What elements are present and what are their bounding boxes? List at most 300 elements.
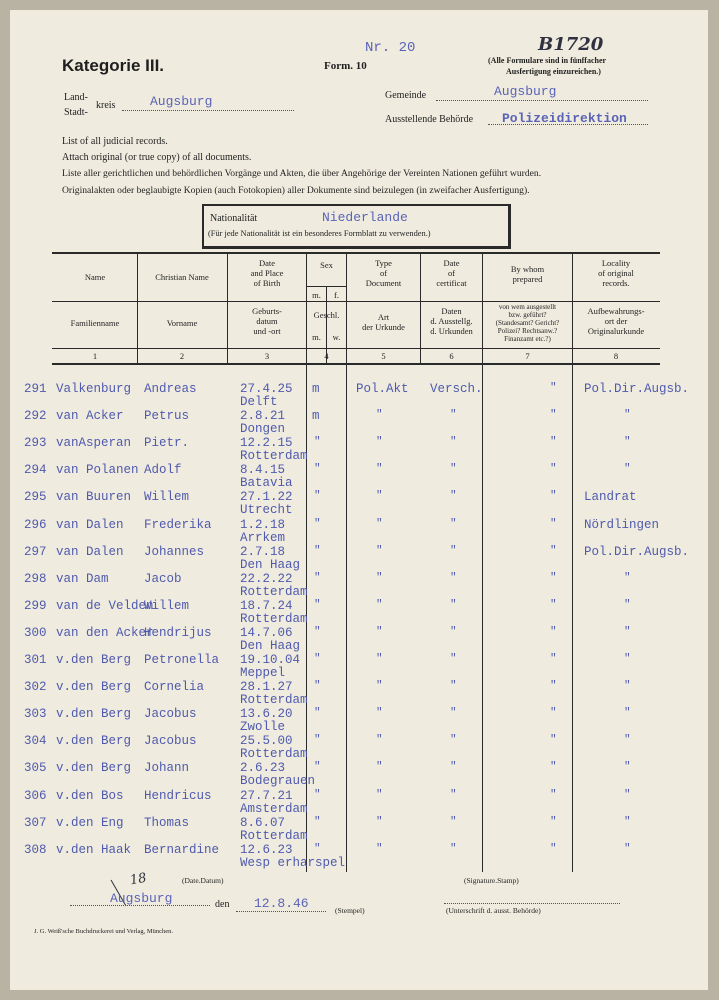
cell-sex: " <box>314 761 321 774</box>
cell-whom: " <box>550 653 557 665</box>
form-number: Nr. 20 <box>365 40 416 56</box>
form-label: Form. 10 <box>324 60 367 72</box>
header-sex-w-de <box>327 332 346 342</box>
cell-place: Batavia <box>240 476 293 491</box>
cell-given: Willem <box>144 490 190 505</box>
table-row <box>10 815 708 843</box>
table-row <box>10 788 708 816</box>
cell-date: 27.1.22 <box>240 490 293 505</box>
cell-date: 19.10.04 <box>240 653 301 667</box>
table-number-rule <box>52 363 660 365</box>
cell-whom: " <box>550 436 557 449</box>
cell-place: Rotterdam <box>240 584 308 599</box>
table-row <box>10 598 708 626</box>
cell-whom: " <box>550 571 557 584</box>
intro-de-1: Liste aller gerichtlichen und behördlichen Vorgänge und Akten, die über Angehörige der Vereinten Nationen geführt wurden. <box>62 168 542 179</box>
column-number: 2 <box>179 351 185 361</box>
cell-surname: v.den Berg <box>56 680 132 695</box>
table-row <box>10 382 708 409</box>
cell-sex: " <box>314 571 321 584</box>
gemeinde-label: Gemeinde <box>385 90 427 101</box>
column-number: 5 <box>381 351 386 361</box>
header-text: Christian Name <box>155 272 209 282</box>
cell-loc: " <box>624 707 631 720</box>
cell-date: 1.2.18 <box>240 517 286 532</box>
table-row <box>10 842 708 870</box>
header-christian <box>138 272 226 282</box>
behoerde-label: Ausstellende Behörde <box>385 114 474 125</box>
den-label: den <box>215 899 230 910</box>
instruction-line-1: (Alle Formulare sind in fünffacher <box>488 56 607 65</box>
header-text: bzw. geführt? <box>508 311 547 320</box>
cell-type: " <box>376 490 383 503</box>
cell-whom: " <box>550 842 557 855</box>
cell-place: Delft <box>240 395 278 409</box>
table-row <box>10 409 708 437</box>
cell-given: Petronella <box>144 653 220 667</box>
gemeinde-value: Augsburg <box>494 84 557 99</box>
header-text: Daten <box>441 306 462 316</box>
table-row <box>10 680 708 708</box>
form-sheet <box>10 10 708 990</box>
header-dob <box>228 258 306 289</box>
header-text: Aufbewahrungs- <box>587 306 645 316</box>
cell-type: " <box>376 517 383 530</box>
cell-place: Wesp erharspel <box>240 855 346 870</box>
header-text: By whom <box>510 264 545 274</box>
behoerde-value: Polizeidirektion <box>502 111 627 126</box>
header-text: Geschl. <box>313 310 340 320</box>
cell-sex: " <box>314 788 321 801</box>
column-number: 3 <box>264 351 270 361</box>
cell-no: 306 <box>24 788 47 803</box>
cell-cert: Versch. <box>430 382 483 396</box>
cell-cert: " <box>450 436 457 449</box>
header-text: of <box>447 268 456 279</box>
nationality-note: (Für jede Nationalität ist ein besonderes Formblatt zu verwenden.) <box>208 229 431 238</box>
header-geburtsdatum <box>228 306 306 337</box>
printer-imprint: J. G. Weiß'sche Buchdruckerei und Verlag, München. <box>34 928 174 935</box>
cell-whom: " <box>550 409 557 422</box>
cell-whom: " <box>550 734 557 747</box>
header-text: Originalurkunde <box>587 326 645 337</box>
cell-loc: " <box>624 625 631 638</box>
cell-no: 304 <box>24 734 47 749</box>
header-text: of <box>379 268 388 279</box>
cell-given: Andreas <box>144 382 197 396</box>
cell-whom: " <box>550 761 557 774</box>
cell-type: " <box>376 409 383 422</box>
cell-type: " <box>376 653 383 665</box>
cell-cert: " <box>450 463 457 476</box>
cell-loc: " <box>624 734 631 747</box>
cell-type: " <box>376 598 383 611</box>
cell-place: Rotterdam <box>240 828 308 843</box>
cell-cert: " <box>450 409 457 422</box>
table-row <box>10 734 708 762</box>
cell-date: 27.4.25 <box>240 382 293 396</box>
header-text: datum <box>256 316 278 327</box>
header-text: d. Ausstellg. <box>430 316 473 327</box>
header-text: Finanzamt etc.?) <box>504 335 551 344</box>
cell-place: Rotterdam <box>240 747 308 762</box>
cell-cert: " <box>450 653 457 665</box>
cell-type: " <box>376 463 383 476</box>
cell-sex: " <box>314 815 321 828</box>
cell-sex: " <box>314 436 321 449</box>
cell-place: Rotterdam <box>240 693 308 708</box>
cell-given: Johann <box>144 761 190 776</box>
header-sex <box>307 260 346 270</box>
cell-no: 294 <box>24 463 47 478</box>
table-row <box>10 761 708 789</box>
cell-place: Meppel <box>240 666 286 680</box>
header-sex-m <box>307 290 326 300</box>
cell-type: " <box>376 734 383 747</box>
cell-loc: " <box>624 788 631 801</box>
table-mid-rule <box>52 301 660 302</box>
signature-field <box>444 902 620 904</box>
cell-type: " <box>376 761 383 774</box>
cell-whom: " <box>550 463 557 476</box>
header-text: Sex <box>320 260 333 270</box>
header-geschl <box>307 310 346 320</box>
column-number: 4 <box>324 351 329 361</box>
cell-surname: van Dalen <box>56 544 124 559</box>
header-art <box>347 312 420 332</box>
cell-whom: " <box>550 815 557 828</box>
cell-surname: Valkenburg <box>56 382 132 396</box>
footer-date: 12.8.46 <box>254 896 309 911</box>
stadt-label: Stadt- <box>64 107 88 118</box>
kreis-label: kreis <box>96 100 116 111</box>
cell-type: " <box>376 436 383 449</box>
cell-given: Frederika <box>144 517 212 532</box>
cell-loc: " <box>624 598 631 611</box>
column-number: 1 <box>92 351 98 361</box>
cell-place: Utrecht <box>240 503 293 518</box>
cell-date: 25.5.00 <box>240 734 293 749</box>
column-number: 6 <box>449 351 454 361</box>
cell-type: " <box>376 571 383 584</box>
header-text: of original <box>598 268 634 279</box>
cell-place: Zwolle <box>240 720 286 735</box>
cell-cert: " <box>450 598 457 611</box>
header-text: Familienname <box>70 318 120 328</box>
city-field <box>70 904 210 906</box>
cell-loc: " <box>624 761 631 774</box>
cell-surname: v.den Berg <box>56 761 132 776</box>
cell-type: Pol.Akt <box>356 382 409 396</box>
header-date <box>421 258 482 289</box>
cell-cert: " <box>450 680 457 693</box>
intro-en-1: List of all judicial records. <box>62 136 168 147</box>
cell-sex: " <box>314 517 321 530</box>
cell-date: 27.7.21 <box>240 788 293 803</box>
cell-type: " <box>376 788 383 801</box>
cell-loc: " <box>624 463 631 476</box>
cell-date: 8.6.07 <box>240 815 286 830</box>
cell-date: 2.8.21 <box>240 409 286 424</box>
cell-given: Cornelia <box>144 680 205 695</box>
header-text: and Place <box>250 268 284 279</box>
table-row <box>10 544 708 572</box>
cell-loc: Landrat <box>584 490 637 505</box>
cell-cert: " <box>450 490 457 503</box>
cell-given: Jacobus <box>144 734 197 749</box>
intro-de-2: Originalakten oder beglaubigte Kopien (auch Fotokopien) aller Dokumente sind beizulegen (in zweifacher Ausfertigung). <box>62 185 530 196</box>
cell-date: 28.1.27 <box>240 680 293 695</box>
cell-loc: " <box>624 409 631 422</box>
cell-place: Rotterdam <box>240 611 308 626</box>
cell-cert: " <box>450 517 457 530</box>
stamp-caption: (Stempel) <box>335 906 365 915</box>
cell-sex: " <box>314 463 321 476</box>
cell-whom: " <box>550 517 557 530</box>
cell-given: Hendrijus <box>144 625 212 640</box>
cell-no: 291 <box>24 382 47 396</box>
cell-sex: " <box>314 490 321 503</box>
cell-sex: " <box>314 544 321 557</box>
cell-no: 299 <box>24 598 47 613</box>
table-row <box>10 436 708 464</box>
cell-surname: v.den Berg <box>56 707 132 722</box>
cell-sex: m <box>312 409 320 424</box>
header-text: (Standesamt? Gericht? <box>495 319 560 328</box>
cell-loc: " <box>624 815 631 828</box>
cell-type: " <box>376 544 383 557</box>
cell-surname: van Polanen <box>56 463 139 478</box>
cell-loc: " <box>624 436 631 449</box>
header-text: Art <box>377 312 390 322</box>
cell-given: Pietr. <box>144 436 190 451</box>
header-text: d. Urkunden <box>430 326 473 337</box>
cell-whom: " <box>550 707 557 720</box>
cell-sex: " <box>314 598 321 611</box>
cell-whom: " <box>550 680 557 693</box>
nationality-value: Niederlande <box>322 210 408 225</box>
table-header-rule <box>52 348 660 349</box>
cell-whom: " <box>550 625 557 638</box>
document-reference: B1720 <box>538 34 604 55</box>
cell-no: 297 <box>24 544 47 559</box>
cell-sex: " <box>314 842 321 855</box>
cell-place: Amsterdam <box>240 801 308 816</box>
cell-place: Dongen <box>240 422 286 437</box>
cell-surname: van Dalen <box>56 517 124 532</box>
header-text: records. <box>602 278 630 289</box>
cell-given: Willem <box>144 598 190 613</box>
kreis-value: Augsburg <box>150 94 213 109</box>
cell-cert: " <box>450 734 457 747</box>
column-number: 7 <box>525 351 530 361</box>
header-text: Name <box>84 272 106 282</box>
cell-type: " <box>376 625 383 638</box>
land-label: Land- <box>64 92 88 103</box>
cell-cert: " <box>450 625 457 638</box>
cell-cert: " <box>450 761 457 774</box>
cell-no: 301 <box>24 653 47 667</box>
header-sex-f <box>327 290 346 300</box>
cell-surname: van Buuren <box>56 490 132 505</box>
header-text: prepared <box>512 274 543 285</box>
cell-date: 18.7.24 <box>240 598 293 613</box>
sign-caption: (Unterschrift d. ausst. Behörde) <box>446 906 541 915</box>
header-text: Polizei? Rechtsanw.? <box>497 327 558 336</box>
header-aufbewahrung <box>573 306 659 337</box>
cell-place: Den Haag <box>240 557 301 572</box>
cell-given: Jacobus <box>144 707 197 722</box>
signature-caption: (Signature.Stamp) <box>464 876 519 885</box>
cell-sex: " <box>314 680 321 693</box>
cell-surname: vanAsperan <box>56 436 132 451</box>
cell-date: 2.6.23 <box>240 761 286 776</box>
header-text: von wem ausgestellt <box>498 303 557 311</box>
header-text: w. <box>332 332 341 342</box>
cell-sex: " <box>314 653 321 665</box>
cell-given: Petrus <box>144 409 190 424</box>
cell-loc: Pol.Dir.Augsb. <box>584 382 690 396</box>
cell-loc: Nördlingen <box>584 517 660 532</box>
table-row <box>10 463 708 491</box>
column-rule <box>137 252 138 364</box>
cell-place: Rotterdam <box>240 449 308 464</box>
header-locality <box>573 258 659 289</box>
cell-given: Adolf <box>144 463 182 478</box>
cell-no: 300 <box>24 625 47 640</box>
cell-whom: " <box>550 598 557 611</box>
header-text: Type <box>375 258 392 268</box>
header-text: Document <box>365 278 402 289</box>
cell-type: " <box>376 680 383 693</box>
footer-city: Augsburg <box>110 891 173 906</box>
header-sex-m-de <box>307 332 326 342</box>
header-name <box>54 272 136 282</box>
header-daten <box>421 306 482 337</box>
cell-loc: Pol.Dir.Augsb. <box>584 544 690 559</box>
table-row <box>10 517 708 545</box>
cell-loc: " <box>624 842 631 855</box>
cell-cert: " <box>450 788 457 801</box>
cell-surname: van den Acker <box>56 625 154 640</box>
cell-sex: " <box>314 734 321 747</box>
table-row <box>10 707 708 735</box>
cell-sex: " <box>314 625 321 638</box>
header-text: ort der <box>604 316 628 327</box>
cell-date: 13.6.20 <box>240 707 293 722</box>
cell-cert: " <box>450 707 457 720</box>
cell-type: " <box>376 842 383 855</box>
cell-cert: " <box>450 842 457 855</box>
cell-no: 308 <box>24 842 47 857</box>
cell-surname: v.den Berg <box>56 734 132 749</box>
cell-place: Den Haag <box>240 638 301 653</box>
intro-en-2: Attach original (or true copy) of all documents. <box>62 152 252 163</box>
sex-sub-rule <box>306 286 346 287</box>
table-top-rule <box>52 252 660 254</box>
cell-whom: " <box>550 382 557 394</box>
header-text: certificat <box>436 278 467 289</box>
cell-whom: " <box>550 490 557 503</box>
cell-sex: m <box>312 382 320 396</box>
cell-cert: " <box>450 571 457 584</box>
cell-no: 292 <box>24 409 47 424</box>
cell-loc: " <box>624 571 631 584</box>
cell-given: Jacob <box>144 571 182 586</box>
cell-given: Johannes <box>144 544 205 559</box>
header-text: of Birth <box>253 278 281 289</box>
cell-no: 307 <box>24 815 47 830</box>
cell-sex: " <box>314 707 321 720</box>
cell-no: 298 <box>24 571 47 586</box>
cell-date: 8.4.15 <box>240 463 286 478</box>
cell-cert: " <box>450 544 457 557</box>
cell-no: 302 <box>24 680 47 695</box>
cell-given: Bernardine <box>144 842 220 857</box>
cell-whom: " <box>550 788 557 801</box>
header-text: Vorname <box>166 318 198 328</box>
header-text: und -ort <box>253 326 281 337</box>
cell-date: 14.7.06 <box>240 625 293 640</box>
cell-surname: v.den Bos <box>56 788 124 803</box>
cell-type: " <box>376 707 383 720</box>
date-caption: (Date.Datum) <box>182 876 224 885</box>
cell-surname: van de Velden <box>56 598 154 613</box>
header-type <box>347 258 420 289</box>
cell-type: " <box>376 815 383 828</box>
header-whom <box>483 264 572 284</box>
header-text: Locality <box>601 258 631 268</box>
header-text: Date <box>443 258 460 268</box>
cell-surname: v.den Haak <box>56 842 132 857</box>
category-title: Kategorie III. <box>62 56 165 75</box>
cell-surname: v.den Eng <box>56 815 124 830</box>
cell-date: 22.2.22 <box>240 571 293 586</box>
table-row <box>10 653 708 680</box>
header-text: m. <box>312 290 321 300</box>
cell-place: Bodegrauen <box>240 774 316 789</box>
table-row <box>10 571 708 599</box>
cell-no: 293 <box>24 436 47 451</box>
header-text: Date <box>258 258 276 268</box>
cell-loc: " <box>624 653 631 665</box>
table-row <box>10 490 708 518</box>
nationality-label: Nationalität <box>210 213 258 224</box>
cell-place: Arrkem <box>240 530 286 545</box>
instruction-line-2: Ausfertigung einzureichen.) <box>506 67 601 76</box>
cell-whom: " <box>550 544 557 557</box>
header-text: f. <box>334 290 339 300</box>
table-row <box>10 625 708 653</box>
cell-cert: " <box>450 815 457 828</box>
cell-no: 303 <box>24 707 47 722</box>
header-text: Geburts- <box>252 306 282 316</box>
cell-surname: v.den Berg <box>56 653 132 667</box>
cell-no: 305 <box>24 761 47 776</box>
cell-surname: van Acker <box>56 409 124 424</box>
header-vorname <box>138 318 226 328</box>
header-familienname <box>54 318 136 328</box>
cell-date: 2.7.18 <box>240 544 286 559</box>
cell-loc: " <box>624 680 631 693</box>
cell-no: 296 <box>24 517 47 532</box>
cell-surname: van Dam <box>56 571 109 586</box>
cell-no: 295 <box>24 490 47 505</box>
cell-given: Thomas <box>144 815 190 830</box>
initials-mark: 18 <box>128 870 148 889</box>
column-number: 8 <box>613 351 619 361</box>
cell-date: 12.6.23 <box>240 842 293 857</box>
